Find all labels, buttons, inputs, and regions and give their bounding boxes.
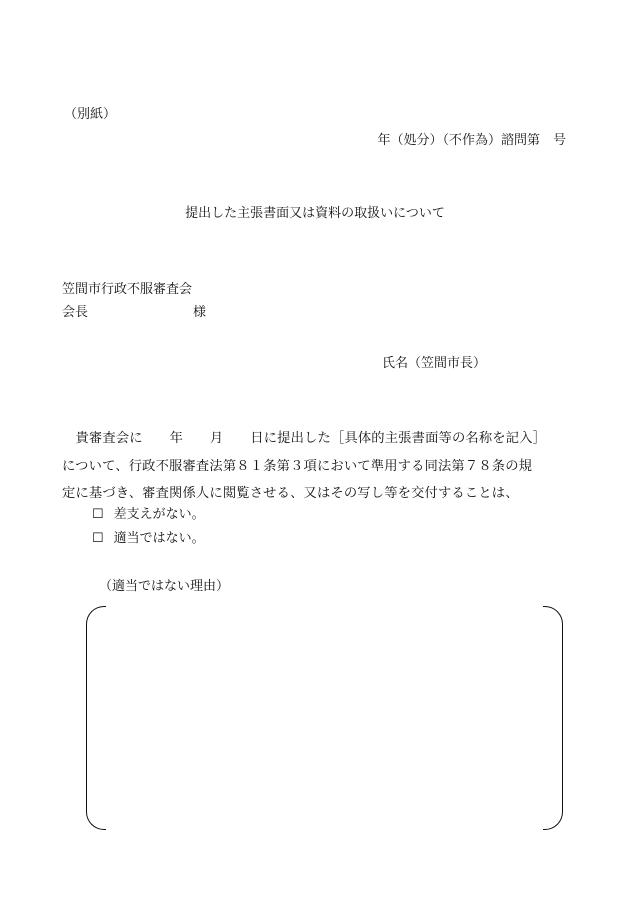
document-title: 提出した主張書面又は資料の取扱いについて [185,206,445,221]
body-line: 定に基づき、審査関係人に閲覧させる、又はその写し等を交付することは、 [62,486,519,501]
body-line: 貴審査会に 年 月 日に提出した［具体的主張書面等の名称を記入］ [62,431,547,446]
option-no-objection [92,508,205,521]
chair-honorific: 様 [193,305,207,320]
option-label: 適当ではない。 [113,531,205,546]
checkbox-icon[interactable]: ☐ [92,507,104,522]
option-not-appropriate [92,532,205,545]
body-line: について、行政不服審査法第８１条第３項において準用する同法第７８条の規 [62,459,533,474]
reason-box-right-bracket [543,606,563,830]
reason-label: （適当ではない理由） [99,579,230,594]
checkbox-icon[interactable]: ☐ [92,531,104,546]
chair-label: 会長 [62,305,89,320]
reason-box-left-bracket [86,606,106,830]
reference-number: 年（処分）（不作為）諮問第 号 [377,133,566,148]
annex-label: （別紙） [64,107,117,122]
option-label: 差支えがない。 [113,507,205,522]
addressee: 笠間市行政不服審査会 [62,282,193,297]
applicant-name: 氏名（笠間市長） [381,356,486,371]
